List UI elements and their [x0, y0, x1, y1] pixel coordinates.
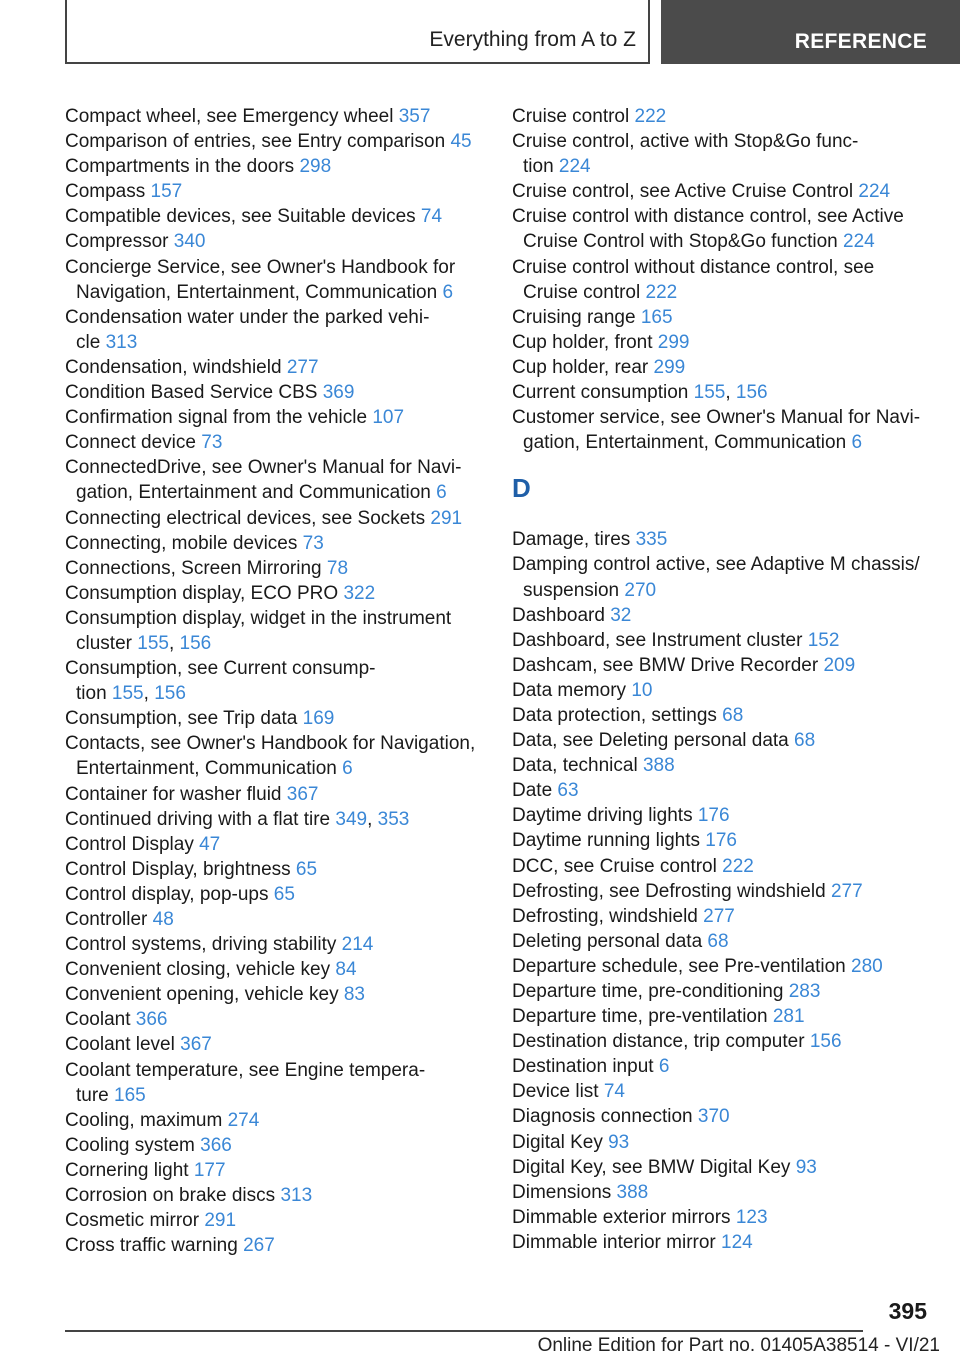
entry-text: Damage, tires: [512, 529, 631, 551]
index-entry: [65, 1108, 495, 1133]
entry-text: Concierge Service, see Owner's Handbook for: [65, 256, 456, 278]
index-entry: [65, 581, 495, 606]
entry-text: Control systems, driving stability: [65, 934, 337, 956]
page-reference-link[interactable]: 93: [608, 1131, 630, 1153]
entry-text: DCC, see Cruise control: [512, 855, 717, 877]
footer-edition: Online Edition for Part no. 01405A38514 - VI/21: [537, 1335, 940, 1356]
index-entry: [65, 179, 495, 204]
entry-text: Data, technical: [512, 755, 638, 777]
index-entry: [65, 1208, 495, 1233]
page-reference-link[interactable]: 10: [631, 679, 653, 701]
page-reference-link[interactable]: 47: [199, 833, 221, 855]
page-reference-link[interactable]: 349: [335, 808, 368, 830]
entry-text: Coolant: [65, 1009, 131, 1031]
index-entry: [512, 179, 932, 204]
index-entry: [512, 104, 932, 129]
index-entry: [65, 932, 495, 957]
entry-text: Cosmetic mirror: [65, 1210, 200, 1232]
index-entry: [65, 957, 495, 982]
entry-text: Digital Key: [512, 1131, 603, 1153]
entry-text: Cruise control: [512, 106, 630, 127]
entry-text: suspension: [523, 579, 620, 601]
page-reference-link[interactable]: 270: [624, 579, 657, 601]
page-reference-link[interactable]: 291: [204, 1210, 237, 1232]
page-reference-link[interactable]: 274: [227, 1109, 260, 1131]
entry-text: Digital Key, see BMW Digital Key: [512, 1156, 791, 1178]
page-reference-link[interactable]: 63: [557, 780, 579, 802]
page-reference-link[interactable]: 74: [603, 1081, 625, 1103]
page-reference-link[interactable]: 165: [114, 1084, 146, 1106]
entry-text: Data, see Deleting personal data: [512, 730, 789, 752]
entry-text: Date: [512, 780, 553, 802]
page-reference-link[interactable]: 123: [735, 1206, 768, 1228]
page-reference-link[interactable]: 68: [794, 730, 816, 752]
entry-text: Confirmation signal from the vehicle: [65, 407, 368, 429]
entry-text: Daytime driving lights: [512, 805, 693, 827]
page-reference-link[interactable]: 78: [326, 557, 349, 579]
index-entry: [512, 678, 932, 703]
entry-text: Device list: [512, 1081, 599, 1103]
index-entry: [65, 430, 495, 455]
index-entry: [512, 753, 932, 778]
entry-text: Condensation water under the parked vehi-: [65, 306, 430, 328]
page-reference-link[interactable]: 224: [843, 231, 875, 253]
page-reference-link[interactable]: 277: [703, 905, 735, 927]
page-reference-link[interactable]: 277: [286, 356, 319, 378]
page-reference-link[interactable]: 291: [430, 507, 463, 529]
page-reference-link[interactable]: 6: [851, 432, 863, 454]
index-group-d: [512, 527, 932, 1255]
entry-text: Diagnosis connection: [512, 1106, 693, 1128]
index-entry: [65, 857, 495, 882]
entry-text: Cooling, maximum: [65, 1109, 223, 1131]
index-column-left: [65, 104, 495, 1258]
page-reference-link[interactable]: 267: [243, 1235, 275, 1257]
page-reference-link[interactable]: 84: [335, 959, 357, 981]
index-entry: [65, 1133, 495, 1158]
entry-text: cle: [76, 331, 101, 353]
entry-text: Defrosting, see Defrosting windshield: [512, 880, 826, 902]
index-entry: [512, 603, 932, 628]
entry-text: Connect device: [65, 432, 196, 454]
entry-text: cluster: [76, 632, 132, 654]
index-entry: [512, 929, 932, 954]
page-reference-link[interactable]: 222: [645, 281, 678, 303]
section-title: Everything from A to Z: [65, 0, 650, 64]
page-reference-link[interactable]: 209: [823, 654, 856, 676]
index-entry: [65, 229, 495, 254]
index-group-c: [512, 104, 932, 455]
page-reference-link[interactable]: 281: [772, 1006, 805, 1028]
index-entry: [65, 882, 495, 907]
index-entry: [512, 204, 932, 254]
page-reference-link[interactable]: 366: [200, 1134, 232, 1156]
entry-text: Cruise Control with Stop&Go function: [523, 231, 838, 253]
index-entry: [512, 1180, 932, 1205]
entry-text: Dashcam, see BMW Drive Recorder: [512, 654, 819, 676]
page-reference-link[interactable]: 224: [858, 181, 891, 203]
page-reference-link[interactable]: 224: [558, 156, 591, 178]
page-reference-link[interactable]: 73: [201, 432, 223, 454]
page-reference-link[interactable]: 48: [152, 909, 174, 930]
page-reference-link[interactable]: 298: [299, 156, 332, 178]
index-entry: [65, 1007, 495, 1032]
page-reference-link[interactable]: 68: [707, 930, 729, 952]
entry-text: Cruise control, see Active Cruise Control: [512, 181, 854, 203]
index-entry: [65, 305, 495, 355]
page-reference-link[interactable]: 169: [302, 708, 335, 730]
index-entry: [65, 556, 495, 581]
index-entry: [512, 778, 932, 803]
entry-text: Navigation, Entertainment, Communication: [76, 281, 438, 303]
index-entry: [65, 832, 495, 857]
index-entry: Consumption display, widget in the instrument cluster 155, 156: [65, 607, 452, 654]
page-reference-link[interactable]: 340: [173, 231, 206, 253]
footer-divider: [65, 1330, 863, 1332]
index-entry: Current consumption 155, 156: [512, 382, 768, 404]
entry-text: Condensation, windshield: [65, 356, 282, 378]
page-reference-link[interactable]: 366: [135, 1009, 168, 1031]
entry-text: tion: [76, 683, 107, 705]
entry-text: Consumption display, widget in the instrument: [65, 607, 452, 629]
entry-text: Destination input: [512, 1056, 654, 1078]
index-entry: [512, 552, 932, 602]
entry-text: Damping control active, see Adaptive M chassis/: [512, 554, 920, 576]
page-reference-link[interactable]: 73: [302, 532, 324, 554]
index-entry: [512, 828, 932, 853]
entry-text: Comparison of entries, see Entry comparison: [65, 131, 446, 153]
index-entry: [65, 982, 495, 1007]
entry-text: Container for washer fluid: [65, 783, 282, 805]
page-reference-link[interactable]: 156: [809, 1031, 842, 1053]
index-entry: [512, 628, 932, 653]
page-reference-link[interactable]: 280: [851, 955, 883, 977]
page-reference-link[interactable]: 156: [735, 382, 768, 404]
page-reference-link[interactable]: 124: [721, 1231, 753, 1253]
index-entry: [512, 904, 932, 929]
entry-text: Entertainment, Communication: [76, 758, 337, 780]
page-reference-link[interactable]: 65: [273, 883, 295, 905]
index-entry: [512, 1029, 932, 1054]
entry-text: Contacts, see Owner's Handbook for Navigation,: [65, 733, 476, 755]
index-entry: [512, 1054, 932, 1079]
index-entry: [512, 1079, 932, 1104]
entry-text: Daytime running lights: [512, 830, 700, 852]
entry-text: Compartments in the doors: [65, 156, 295, 178]
entry-text: Departure time, pre-conditioning: [512, 981, 784, 1002]
index-entry: [512, 305, 932, 330]
index-entry: [65, 506, 495, 531]
page-reference-link[interactable]: 335: [635, 529, 668, 551]
entry-text: Control Display, brightness: [65, 858, 291, 880]
index-entry: [65, 1058, 495, 1108]
entry-text: Cup holder, front: [512, 331, 653, 353]
page-reference-link[interactable]: 68: [722, 704, 744, 726]
page-reference-link[interactable]: 93: [795, 1156, 817, 1178]
index-entry: [65, 1158, 495, 1183]
index-entry: [512, 330, 932, 355]
index-entry: [65, 255, 495, 305]
entry-text: Cruise control, active with Stop&Go func-: [512, 131, 859, 153]
index-entry: [65, 1183, 495, 1208]
index-entry: [65, 1032, 495, 1057]
page-reference-link[interactable]: 388: [642, 755, 675, 777]
page-reference-link[interactable]: 32: [610, 604, 632, 626]
index-entry: [512, 653, 932, 678]
section-letter: D: [512, 473, 531, 504]
page-reference-link[interactable]: 155: [111, 683, 144, 705]
page-reference-link[interactable]: 165: [640, 306, 673, 328]
entry-text: Control Display: [65, 833, 194, 855]
page-reference-link[interactable]: 155: [693, 382, 726, 404]
index-entry: [65, 782, 495, 807]
index-entry: [512, 1155, 932, 1180]
entry-text: Dimmable exterior mirrors: [512, 1206, 731, 1228]
entry-text: Dimensions: [512, 1181, 612, 1203]
page-reference-link[interactable]: 369: [322, 382, 355, 404]
entry-text: Data protection, settings: [512, 704, 717, 726]
page-reference-link[interactable]: 283: [788, 981, 821, 1002]
entry-text: Continued driving with a flat tire: [65, 808, 331, 830]
index-entry: [512, 1004, 932, 1029]
entry-text: Cruise control without distance control, see: [512, 256, 875, 278]
entry-text: Cruising range: [512, 306, 636, 328]
page-reference-link[interactable]: 313: [280, 1185, 313, 1207]
entry-text: ture: [76, 1084, 109, 1106]
entry-text: Connecting, mobile devices: [65, 532, 298, 554]
index-entry: [512, 355, 932, 380]
page-reference-link[interactable]: 74: [420, 206, 443, 228]
entry-text: Condition Based Service CBS: [65, 382, 318, 404]
index-entry: [512, 405, 932, 455]
index-entry: [65, 380, 495, 405]
entry-text: Consumption, see Current consump-: [65, 658, 376, 680]
entry-text: Cup holder, rear: [512, 356, 649, 378]
entry-text: Connecting electrical devices, see Sockets: [65, 507, 426, 529]
entry-text: Current consumption: [512, 382, 689, 404]
index-entry: [65, 129, 495, 154]
entry-text: gation, Entertainment and Communication: [76, 482, 431, 504]
page-reference-link[interactable]: 367: [180, 1034, 212, 1056]
entry-text: Compressor: [65, 231, 169, 253]
entry-text: Data memory: [512, 679, 627, 701]
index-entry: [65, 907, 495, 932]
page-reference-link[interactable]: 6: [658, 1056, 670, 1078]
entry-text: Defrosting, windshield: [512, 905, 698, 927]
index-entry: [65, 154, 495, 179]
page-reference-link[interactable]: 157: [150, 181, 183, 203]
page-reference-link[interactable]: 107: [372, 407, 405, 429]
page-reference-link[interactable]: 176: [697, 805, 730, 827]
page-reference-link[interactable]: 322: [343, 582, 376, 604]
page-header: [0, 0, 960, 66]
page-reference-link[interactable]: 6: [342, 758, 353, 780]
index-entry: [512, 803, 932, 828]
index-entry: Consumption, see Current consump- tion 155, 156: [65, 658, 376, 705]
page-reference-link[interactable]: 83: [343, 984, 365, 1006]
index-entry: [512, 527, 932, 552]
entry-text: tion: [523, 156, 554, 178]
page-reference-link[interactable]: 313: [105, 331, 138, 353]
index-entry: [512, 979, 932, 1004]
entry-text: gation, Entertainment, Communication: [523, 432, 847, 454]
entry-text: Deleting personal data: [512, 930, 703, 952]
index-entry: [512, 129, 932, 179]
entry-text: Departure schedule, see Pre-ventilation: [512, 955, 846, 977]
page-reference-link[interactable]: 357: [398, 106, 431, 127]
index-entry: [512, 954, 932, 979]
entry-text: Compact wheel, see Emergency wheel: [65, 106, 394, 127]
page-reference-link[interactable]: 299: [653, 356, 686, 378]
entry-text: Dashboard: [512, 604, 605, 626]
entry-text: ConnectedDrive, see Owner's Manual for Navi-: [65, 457, 462, 479]
index-entry: [512, 854, 932, 879]
page-reference-link[interactable]: 6: [442, 281, 454, 303]
page-reference-link[interactable]: 370: [697, 1106, 730, 1128]
page-reference-link[interactable]: 277: [830, 880, 863, 902]
entry-text: Cornering light: [65, 1159, 189, 1181]
page-number: 395: [888, 1298, 927, 1324]
entry-text: Convenient opening, vehicle key: [65, 984, 339, 1006]
index-entry: [512, 1230, 932, 1255]
entry-text: Consumption display, ECO PRO: [65, 582, 339, 604]
index-entry: [65, 531, 495, 556]
entry-text: Compass: [65, 181, 146, 203]
page-reference-link[interactable]: 152: [807, 629, 840, 651]
index-entry: [65, 405, 495, 430]
entry-text: Dimmable interior mirror: [512, 1231, 716, 1253]
entry-text: Cross traffic warning: [65, 1235, 238, 1257]
chapter-tab: REFERENCE: [661, 0, 960, 64]
index-entry: [65, 455, 495, 505]
index-entry: [512, 1104, 932, 1129]
index-entry: [512, 728, 932, 753]
entry-text: Cruise control with distance control, see Active: [512, 206, 904, 228]
index-entry: [512, 1205, 932, 1230]
page-reference-link[interactable]: 65: [295, 858, 318, 880]
index-entry: [512, 703, 932, 728]
page-reference-link[interactable]: 156: [154, 683, 186, 705]
index-entry: [512, 1130, 932, 1155]
index-column-right: [512, 104, 932, 1255]
index-entry: [65, 706, 495, 731]
index-entry: [65, 1233, 495, 1258]
index-entry: [65, 731, 495, 781]
page-reference-link[interactable]: 367: [286, 783, 319, 805]
entry-text: Compatible devices, see Suitable devices: [65, 206, 416, 228]
page-reference-link[interactable]: 156: [179, 632, 212, 654]
page-reference-link[interactable]: 222: [634, 106, 667, 127]
page-reference-link[interactable]: 388: [616, 1181, 649, 1203]
entry-text: Destination distance, trip computer: [512, 1031, 805, 1053]
page-reference-link[interactable]: 45: [450, 131, 472, 153]
entry-text: Connections, Screen Mirroring: [65, 557, 322, 579]
page-reference-link[interactable]: 214: [341, 934, 374, 956]
entry-text: Dashboard, see Instrument cluster: [512, 629, 803, 651]
entry-text: Corrosion on brake discs: [65, 1185, 276, 1207]
page-reference-link[interactable]: 177: [193, 1159, 226, 1181]
entry-text: Departure time, pre-ventilation: [512, 1006, 768, 1028]
entry-text: Coolant level: [65, 1034, 175, 1056]
entry-text: Cruise control: [523, 281, 641, 303]
index-entry: [512, 255, 932, 305]
page-reference-link[interactable]: 222: [722, 855, 754, 877]
entry-text: Control display, pop-ups: [65, 883, 269, 905]
index-entry: Continued driving with a flat tire 349, 353: [65, 808, 410, 830]
index-entry: [65, 104, 495, 129]
entry-text: Convenient closing, vehicle key: [65, 959, 331, 981]
page-reference-link[interactable]: 6: [436, 482, 447, 504]
index-entry: [65, 355, 495, 380]
index-entry: [65, 204, 495, 229]
index-entry: [512, 879, 932, 904]
page-reference-link[interactable]: 155: [137, 632, 169, 654]
entry-text: Consumption, see Trip data: [65, 708, 298, 730]
entry-text: Customer service, see Owner's Manual for Navi-: [512, 407, 921, 429]
page-reference-link[interactable]: 353: [377, 808, 410, 830]
entry-text: Cooling system: [65, 1134, 195, 1156]
page-reference-link[interactable]: 299: [657, 331, 690, 353]
entry-text: Controller: [65, 909, 148, 930]
page-reference-link[interactable]: 176: [705, 830, 737, 852]
entry-text: Coolant temperature, see Engine tempera-: [65, 1059, 426, 1081]
